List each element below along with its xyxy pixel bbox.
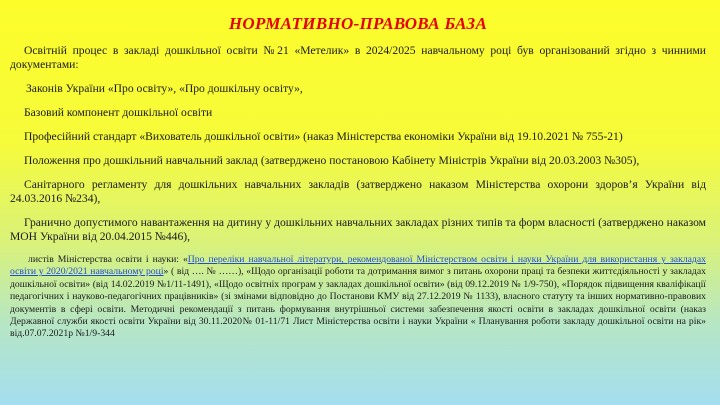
intro-paragraph: Освітній процес в закладі дошкільної освіти №21 «Метелик» в 2024/2025 навчальному році був організований згідно з чинними документами: <box>10 44 706 71</box>
sanitary-paragraph: Санітарного регламенту для дошкільних навчальних закладів (затверджено наказом Міністерства охорони здоров’я України від 24.03.2016 №234), <box>10 178 706 205</box>
laws-paragraph: Законів України «Про освіту», «Про дошкільну освіту», <box>26 82 303 95</box>
letters-rest: » ( від …. № ……), «Щодо організації роботи та дотримання вимог з питань охорони праці та безпеки життєдіяльності у закладах дошкільної освіти» (від 14.02.2019 №1/11-1491), «Щодо освітніх програм у закладах дошкільної освіти» (від 09.12.2019 № 1/9-750), «Порядок підвищення кваліфікації педагогічних і науково-педагогічних працівників» (зі змінами відповідно до Постанови КМУ від 27.12.2019 № 1133), власного статуту та інших нормативно-правових документів в сфері освіти. Методичні рекомендації з питань формування внутрішньої системи забезпечення якості освіти в закладах дошкільної освіти (наказ Державної служби якості освіти України від 30.11.2020№ 01-11/71 Лист Міністерства освіти і науки України « Планування роботи закладу дошкільної освіти на рік» від.07.07.2021р №1/9-344 <box>10 266 706 340</box>
letters-paragraph <box>10 254 706 341</box>
basic-component-paragraph: Базовий компонент дошкільної освіти <box>24 106 213 119</box>
page-title: НОРМАТИВНО-ПРАВОВА БАЗА <box>228 14 488 33</box>
professional-standard-paragraph: Професійний стандарт «Вихователь дошкільної освіти» (наказ Міністерства економіки України від 19.10.2021 № 755-21) <box>24 130 623 143</box>
literature-list-link[interactable]: Про переліки навчальної літератури, рекомендованої Міністерством освіти і науки України для використання у закладах освіти у 2020/2021 навчальному році <box>10 254 706 278</box>
workload-paragraph: Гранично допустимого навантаження на дитину у дошкільних навчальних закладах різних типів та форм власності (затверджено наказом МОН України від 20.04.2015 №446), <box>10 216 706 243</box>
letters-prefix: листів Міністерства освіти і науки: « <box>28 254 188 265</box>
regulation-paragraph: Положення про дошкільний навчальний заклад (затверджено постановою Кабінету Міністрів України від 20.03.2003 №305), <box>24 154 640 167</box>
